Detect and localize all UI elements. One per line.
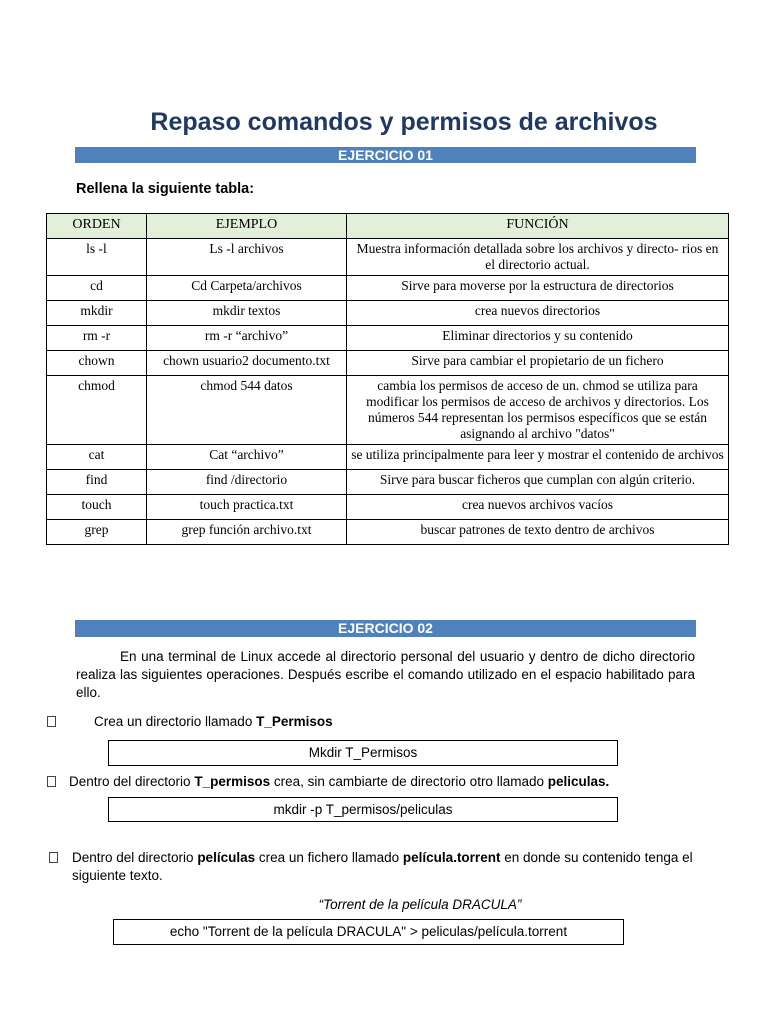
column-header-ejemplo: EJEMPLO: [147, 214, 347, 239]
step-3-bold-b: película.torrent: [402, 850, 501, 865]
cell-funcion: Sirve para buscar ficheros que cumplan con algún criterio.: [347, 470, 729, 495]
column-header-orden: ORDEN: [47, 214, 147, 239]
cell-orden: touch: [47, 495, 147, 520]
table-row: [47, 445, 729, 470]
cell-funcion: Muestra información detallada sobre los archivos y directo- rios en el directorio actual.: [347, 239, 729, 276]
cell-ejemplo: Cd Carpeta/archivos: [147, 276, 347, 301]
cell-funcion: Eliminar directorios y su contenido: [347, 326, 729, 351]
cell-orden: find: [47, 470, 147, 495]
step-3-bold-a: películas: [197, 850, 256, 865]
intro-text: En una terminal de Linux accede al directorio personal del usuario y dentro de dicho directorio realiza las siguientes operaciones. Después escribe el comando utilizado en el espacio habilitado para ello.: [76, 649, 695, 700]
table-row: [47, 276, 729, 301]
answer-box-1[interactable]: Mkdir T_Permisos: [108, 740, 618, 766]
bullet-box-icon: [49, 852, 58, 863]
table-row: [47, 376, 729, 445]
cell-orden: cat: [47, 445, 147, 470]
step-3-text-b: crea un fichero llamado: [255, 850, 403, 865]
cell-ejemplo: find /directorio: [147, 470, 347, 495]
column-header-funcion: FUNCIÓN: [347, 214, 729, 239]
cell-funcion: se utiliza principalmente para leer y mostrar el contenido de archivos: [347, 445, 729, 470]
cell-funcion: crea nuevos archivos vacíos: [347, 495, 729, 520]
cell-orden: cd: [47, 276, 147, 301]
step-2-text-a: Dentro del directorio: [69, 774, 195, 789]
table-row: [47, 470, 729, 495]
cell-funcion: Sirve para cambiar el propietario de un fichero: [347, 351, 729, 376]
answer-box-2[interactable]: mkdir -p T_permisos/peliculas: [108, 797, 618, 822]
cell-ejemplo: Ls -l archivos: [147, 239, 347, 276]
step-3: [49, 849, 708, 885]
exercise-02-header: EJERCICIO 02: [75, 620, 696, 637]
step-3-text-c: en donde su contenido tenga el siguiente texto.: [72, 850, 693, 883]
answer-box-3[interactable]: echo "Torrent de la película DRACULA" > peliculas/película.torrent: [113, 919, 624, 945]
cell-ejemplo: mkdir textos: [147, 301, 347, 326]
step-3-text-a: Dentro del directorio: [72, 850, 198, 865]
table-row: [47, 301, 729, 326]
exercise-02-intro: [76, 648, 695, 702]
cell-funcion: crea nuevos directorios: [347, 301, 729, 326]
table-row: [47, 326, 729, 351]
step-1-text: Crea un directorio llamado: [94, 714, 257, 729]
bullet-box-icon: [47, 716, 56, 727]
cell-funcion: buscar patrones de texto dentro de archivos: [347, 520, 729, 545]
cell-ejemplo: grep función archivo.txt: [147, 520, 347, 545]
table-row: [47, 520, 729, 545]
step-2: [47, 773, 609, 791]
table-row: [47, 239, 729, 276]
cell-ejemplo: touch practica.txt: [147, 495, 347, 520]
cell-ejemplo: Cat “archivo”: [147, 445, 347, 470]
page-title: Repaso comandos y permisos de archivos: [150, 108, 658, 136]
cell-orden: grep: [47, 520, 147, 545]
cell-funcion: Sirve para moverse por la estructura de directorios: [347, 276, 729, 301]
table-instruction: Rellena la siguiente tabla:: [76, 181, 255, 197]
cell-orden: mkdir: [47, 301, 147, 326]
step-2-bold-b: peliculas.: [547, 774, 610, 789]
cell-orden: chown: [47, 351, 147, 376]
step-1-bold: T_Permisos: [256, 714, 333, 729]
step-2-bold-a: T_permisos: [194, 774, 271, 789]
cell-ejemplo: chmod 544 datos: [147, 376, 347, 445]
bullet-box-icon: [47, 776, 56, 787]
cell-orden: rm -r: [47, 326, 147, 351]
table-row: [47, 351, 729, 376]
step-2-text-b: crea, sin cambiarte de directorio otro llamado: [270, 774, 548, 789]
step-1: [47, 713, 333, 731]
table-header-row: [47, 214, 729, 239]
cell-funcion: cambia los permisos de acceso de un. chmod se utiliza para modificar los permisos de acceso de archivos y directorios. Los números 544 representan los permisos específicos que se están asignando al archivo "datos": [347, 376, 729, 445]
required-content-quote: “Torrent de la película DRACULA”: [318, 897, 522, 912]
cell-orden: chmod: [47, 376, 147, 445]
exercise-01-header: EJERCICIO 01: [75, 147, 696, 163]
table-row: [47, 495, 729, 520]
cell-ejemplo: chown usuario2 documento.txt: [147, 351, 347, 376]
cell-ejemplo: rm -r “archivo”: [147, 326, 347, 351]
cell-orden: ls -l: [47, 239, 147, 276]
commands-table: [46, 213, 729, 545]
